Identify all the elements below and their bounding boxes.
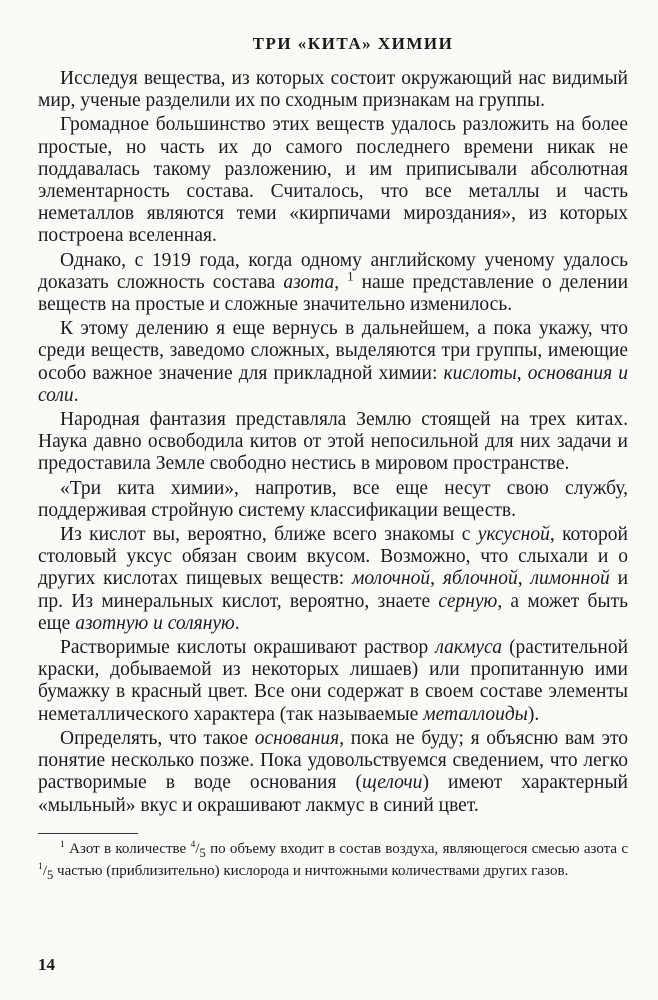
paragraph-6: «Три кита химии», напротив, все еще несут свою службу, поддерживая стройную систему классификации веществ. [38,477,628,521]
paragraph-7: Из кислот вы, вероятно, ближе всего знакомы с уксусной, которой столовый уксус обязан своим вкусом. Возможно, что слыхали и о других кислотах пищевых веществ: молочной, яблочной, лимонной и пр. Из минеральных кислот, вероятно, знаете серную, а может быть еще азотную и соляную. [38,524,629,634]
paragraph-8: Растворимые кислоты окрашивают раствор лакмуса (растительной краски, добываемой из некоторых лишаев) или пропитанную ими бумажку в красный цвет. Все они содержат в своем составе элементы неметаллического характера (так называемые металлоиды). [38,637,628,725]
paragraph-3: Однако, с 1919 года, когда одному английскому ученому удалось доказать сложность состава азота, $^1$ наше представление о делении веществ на простые и сложные значительно изменилось. [38,249,629,316]
footnote: $^1$ Азот в количестве $^4/_5$ по объему входит в состав воздуха, являющегося смесью азота с $^1/_5$ частью (приблизительно) кислорода и ничтожными количествами других газов. [38,838,628,882]
paragraph-5: Народная фантазия представляла Землю стоящей на трех китах. Наука давно освободила китов от этой непосильной для них задачи и предоставила Земле свободно нестись в мировом пространстве. [38,409,628,475]
chapter-title: ТРИ «КИТА» ХИМИИ [252,34,454,53]
paragraph-2: Громадное большинство этих веществ удалось разложить на более простые, но часть их до самого последнего времени никак не поддавалась такому разложению, и им приписывали абсолютная элементарность состава. Считалось, что все металлы и часть неметаллов являются теми «кирпичами мироздания», из которых построена вселенная. [38,114,628,247]
body-text [38,68,628,817]
page-number: 14 [38,955,55,974]
footnote-divider [38,833,138,834]
paragraph-1: Исследуя вещества, из которых состоит окружающий нас видимый мир, ученые разделили их по сходным признакам на группы. [38,68,628,112]
paragraph-9: Определять, что такое основания, пока не буду; я объясню вам это понятие несколько позже. Пока удовольствуемся сведением, что легко растворимые в воде основания (щелочи) имеют характерный «мыльный» вкус и окрашивают лакмус в синий цвет. [38,727,628,816]
paragraph-4: К этому делению я еще вернусь в дальнейшем, а пока укажу, что среди веществ, заведомо сложных, выделяются три группы, имеющие особо важное значение для прикладной химии: кислоты, основания и соли. [38,318,628,406]
